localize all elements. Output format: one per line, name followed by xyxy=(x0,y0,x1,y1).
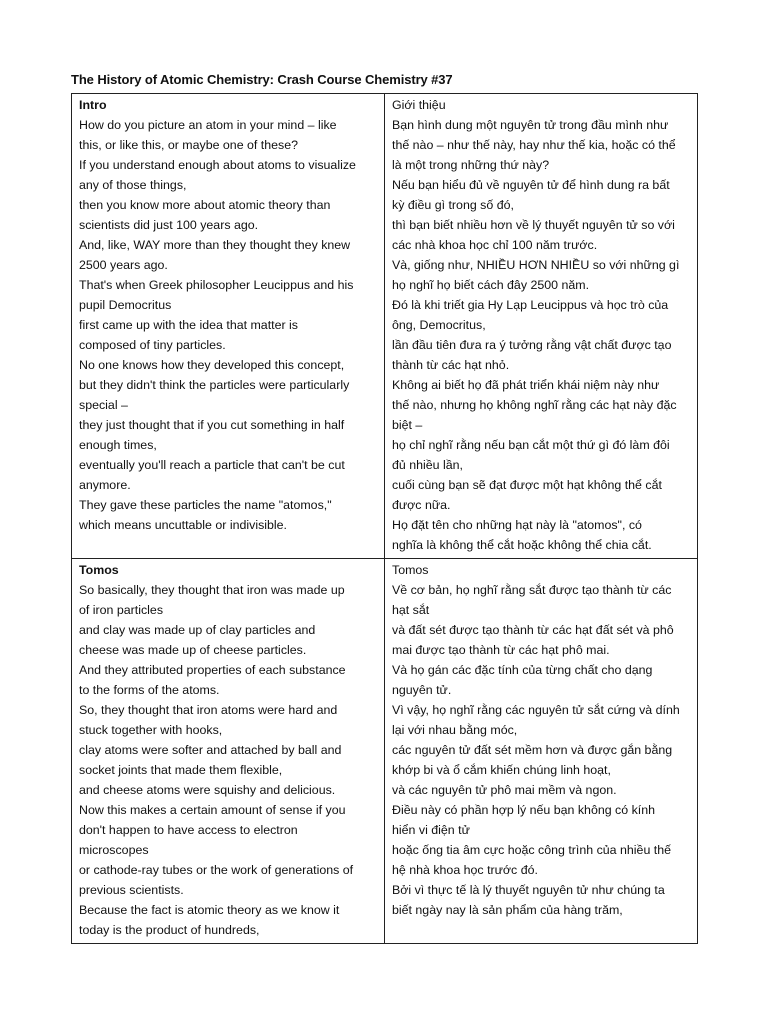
vietnamese-transcript-line: nghĩa là không thể cắt hoặc không thể chia cắt. xyxy=(392,538,652,552)
vietnamese-transcript-line: Về cơ bản, họ nghĩ rằng sắt được tạo thành từ các xyxy=(392,583,672,597)
section-heading-vietnamese: Giới thiệu xyxy=(392,98,446,112)
section-row xyxy=(72,94,698,559)
english-transcript-line: And they attributed properties of each substance xyxy=(79,663,346,677)
vietnamese-transcript-line: Họ đặt tên cho những hạt này là "atomos", có xyxy=(392,518,642,532)
english-transcript-line: So, they thought that iron atoms were hard and xyxy=(79,703,338,717)
vietnamese-transcript-line: khớp bi và ổ cắm khiến chúng linh hoạt, xyxy=(392,763,611,777)
english-transcript-line: this, or like this, or maybe one of these? xyxy=(79,138,299,152)
english-transcript-line: don't happen to have access to electron xyxy=(79,823,298,837)
english-transcript-line: and clay was made up of clay particles and xyxy=(79,623,316,637)
vietnamese-transcript-line: nguyên tử. xyxy=(392,683,452,697)
english-transcript-line: So basically, they thought that iron was made up xyxy=(79,583,345,597)
english-transcript-line: eventually you'll reach a particle that can't be cut xyxy=(79,458,345,472)
english-transcript-line: but they didn't think the particles were particularly xyxy=(79,378,350,392)
english-transcript-line: then you know more about atomic theory than xyxy=(79,198,331,212)
english-transcript-line: special – xyxy=(79,398,128,412)
english-transcript-line: of iron particles xyxy=(79,603,164,617)
vietnamese-transcript-line: các nguyên tử đất sét mềm hơn và được gắn bằng xyxy=(392,743,673,757)
vietnamese-transcript-line: họ chỉ nghĩ rằng nếu bạn cắt một thứ gì đó làm đôi xyxy=(392,438,670,452)
vietnamese-transcript-line: họ nghĩ họ biết cách đây 2500 năm. xyxy=(392,278,590,292)
english-transcript-line: composed of tiny particles. xyxy=(79,338,226,352)
vietnamese-transcript-line: Và họ gán các đặc tính của từng chất cho dạng xyxy=(392,663,653,677)
english-transcript-line: previous scientists. xyxy=(79,883,184,897)
english-transcript-line: which means uncuttable or indivisible. xyxy=(79,518,287,532)
section-heading-english: Tomos xyxy=(79,563,119,577)
vietnamese-transcript-line: kỳ điều gì trong số đó, xyxy=(392,198,514,212)
english-transcript-line: scientists did just 100 years ago. xyxy=(79,218,259,232)
vietnamese-transcript-line: hạt sắt xyxy=(392,603,430,617)
vietnamese-transcript-line: là một trong những thứ này? xyxy=(392,158,550,172)
document-title: The History of Atomic Chemistry: Crash Course Chemistry #37 xyxy=(71,72,453,87)
english-transcript-line: microscopes xyxy=(79,843,149,857)
vietnamese-transcript-line: lại với nhau bằng móc, xyxy=(392,723,518,737)
vietnamese-transcript-line: hoặc ống tia âm cực hoặc công trình của nhiều thế xyxy=(392,843,672,857)
english-transcript-line: and cheese atoms were squishy and delicious. xyxy=(79,783,336,797)
vietnamese-transcript-line: thế nào, nhưng họ không nghĩ rằng các hạt này đặc xyxy=(392,398,677,412)
vietnamese-transcript-line: thế nào – như thế này, hay như thế kia, hoặc có thể xyxy=(392,138,676,152)
vietnamese-transcript-line: thì bạn biết nhiều hơn về lý thuyết nguyên tử so với xyxy=(392,218,675,232)
vietnamese-transcript-line: Bạn hình dung một nguyên tử trong đầu mình như xyxy=(392,118,669,132)
english-transcript-line: stuck together with hooks, xyxy=(79,723,223,737)
english-transcript-line: anymore. xyxy=(79,478,131,492)
english-transcript-line: clay atoms were softer and attached by ball and xyxy=(79,743,342,757)
english-transcript-line: No one knows how they developed this concept, xyxy=(79,358,345,372)
vietnamese-transcript-line: Điều này có phần hợp lý nếu bạn không có kính xyxy=(392,803,656,817)
english-transcript-line: today is the product of hundreds, xyxy=(79,923,260,937)
english-transcript-line: If you understand enough about atoms to visualize xyxy=(79,158,356,172)
section-heading-english: Intro xyxy=(79,98,107,112)
vietnamese-transcript-line: Nếu bạn hiểu đủ về nguyên tử để hình dung ra bất xyxy=(392,178,670,192)
vietnamese-transcript-line: Bởi vì thực tế là lý thuyết nguyên tử như chúng ta xyxy=(392,883,665,897)
vietnamese-transcript-line: ông, Democritus, xyxy=(392,318,486,332)
english-transcript-line: Now this makes a certain amount of sense if you xyxy=(79,803,346,817)
english-transcript-line: socket joints that made them flexible, xyxy=(79,763,283,777)
vietnamese-transcript-line: Và, giống như, NHIỀU HƠN NHIỀU so với những gì xyxy=(392,258,680,272)
english-transcript-line: Because the fact is atomic theory as we know it xyxy=(79,903,340,917)
english-transcript-line: And, like, WAY more than they thought they knew xyxy=(79,238,351,252)
vietnamese-transcript-line: biết ngày nay là sản phẩm của hàng trăm, xyxy=(392,903,623,917)
english-transcript-line: That's when Greek philosopher Leucippus and his xyxy=(79,278,354,292)
vietnamese-transcript-line: và đất sét được tạo thành từ các hạt đất sét và phô xyxy=(392,623,674,637)
vietnamese-column-cell xyxy=(385,559,698,944)
bilingual-transcript-table xyxy=(71,93,698,944)
vietnamese-transcript-line: thành từ các hạt nhỏ. xyxy=(392,358,510,372)
vietnamese-transcript-line: Vì vậy, họ nghĩ rằng các nguyên tử sắt cứng và dính xyxy=(392,703,680,717)
vietnamese-transcript-line: Không ai biết họ đã phát triển khái niệm này như xyxy=(392,378,660,392)
english-transcript-line: 2500 years ago. xyxy=(79,258,168,272)
english-transcript-line: first came up with the idea that matter is xyxy=(79,318,298,332)
english-transcript-line: cheese was made up of cheese particles. xyxy=(79,643,307,657)
english-transcript-line: they just thought that if you cut something in half xyxy=(79,418,345,432)
vietnamese-transcript-line: được nữa. xyxy=(392,498,451,512)
english-transcript-line: They gave these particles the name "atomos," xyxy=(79,498,332,512)
english-column-cell xyxy=(72,94,385,559)
section-row xyxy=(72,559,698,944)
vietnamese-transcript-line: cuối cùng bạn sẽ đạt được một hạt không thể cắt xyxy=(392,478,662,492)
english-column-cell xyxy=(72,559,385,944)
vietnamese-transcript-line: mai được tạo thành từ các hạt phô mai. xyxy=(392,643,610,657)
vietnamese-transcript-line: hệ nhà khoa học trước đó. xyxy=(392,863,538,877)
vietnamese-column-cell xyxy=(385,94,698,559)
vietnamese-transcript-line: hiển vi điện tử xyxy=(392,823,470,837)
english-transcript-line: How do you picture an atom in your mind – like xyxy=(79,118,337,132)
vietnamese-transcript-line: và các nguyên tử phô mai mềm và ngon. xyxy=(392,783,617,797)
vietnamese-transcript-line: lần đầu tiên đưa ra ý tưởng rằng vật chất được tạo xyxy=(392,338,672,352)
english-transcript-line: pupil Democritus xyxy=(79,298,172,312)
vietnamese-transcript-line: Đó là khi triết gia Hy Lạp Leucippus và học trò của xyxy=(392,298,669,312)
vietnamese-transcript-line: đủ nhiều lần, xyxy=(392,458,463,472)
section-heading-vietnamese: Tomos xyxy=(392,563,429,577)
vietnamese-transcript-line: các nhà khoa học chỉ 100 năm trước. xyxy=(392,238,598,252)
english-transcript-line: enough times, xyxy=(79,438,157,452)
english-transcript-line: or cathode-ray tubes or the work of generations of xyxy=(79,863,354,877)
vietnamese-transcript-line: biệt – xyxy=(392,418,423,432)
english-transcript-line: to the forms of the atoms. xyxy=(79,683,220,697)
english-transcript-line: any of those things, xyxy=(79,178,187,192)
